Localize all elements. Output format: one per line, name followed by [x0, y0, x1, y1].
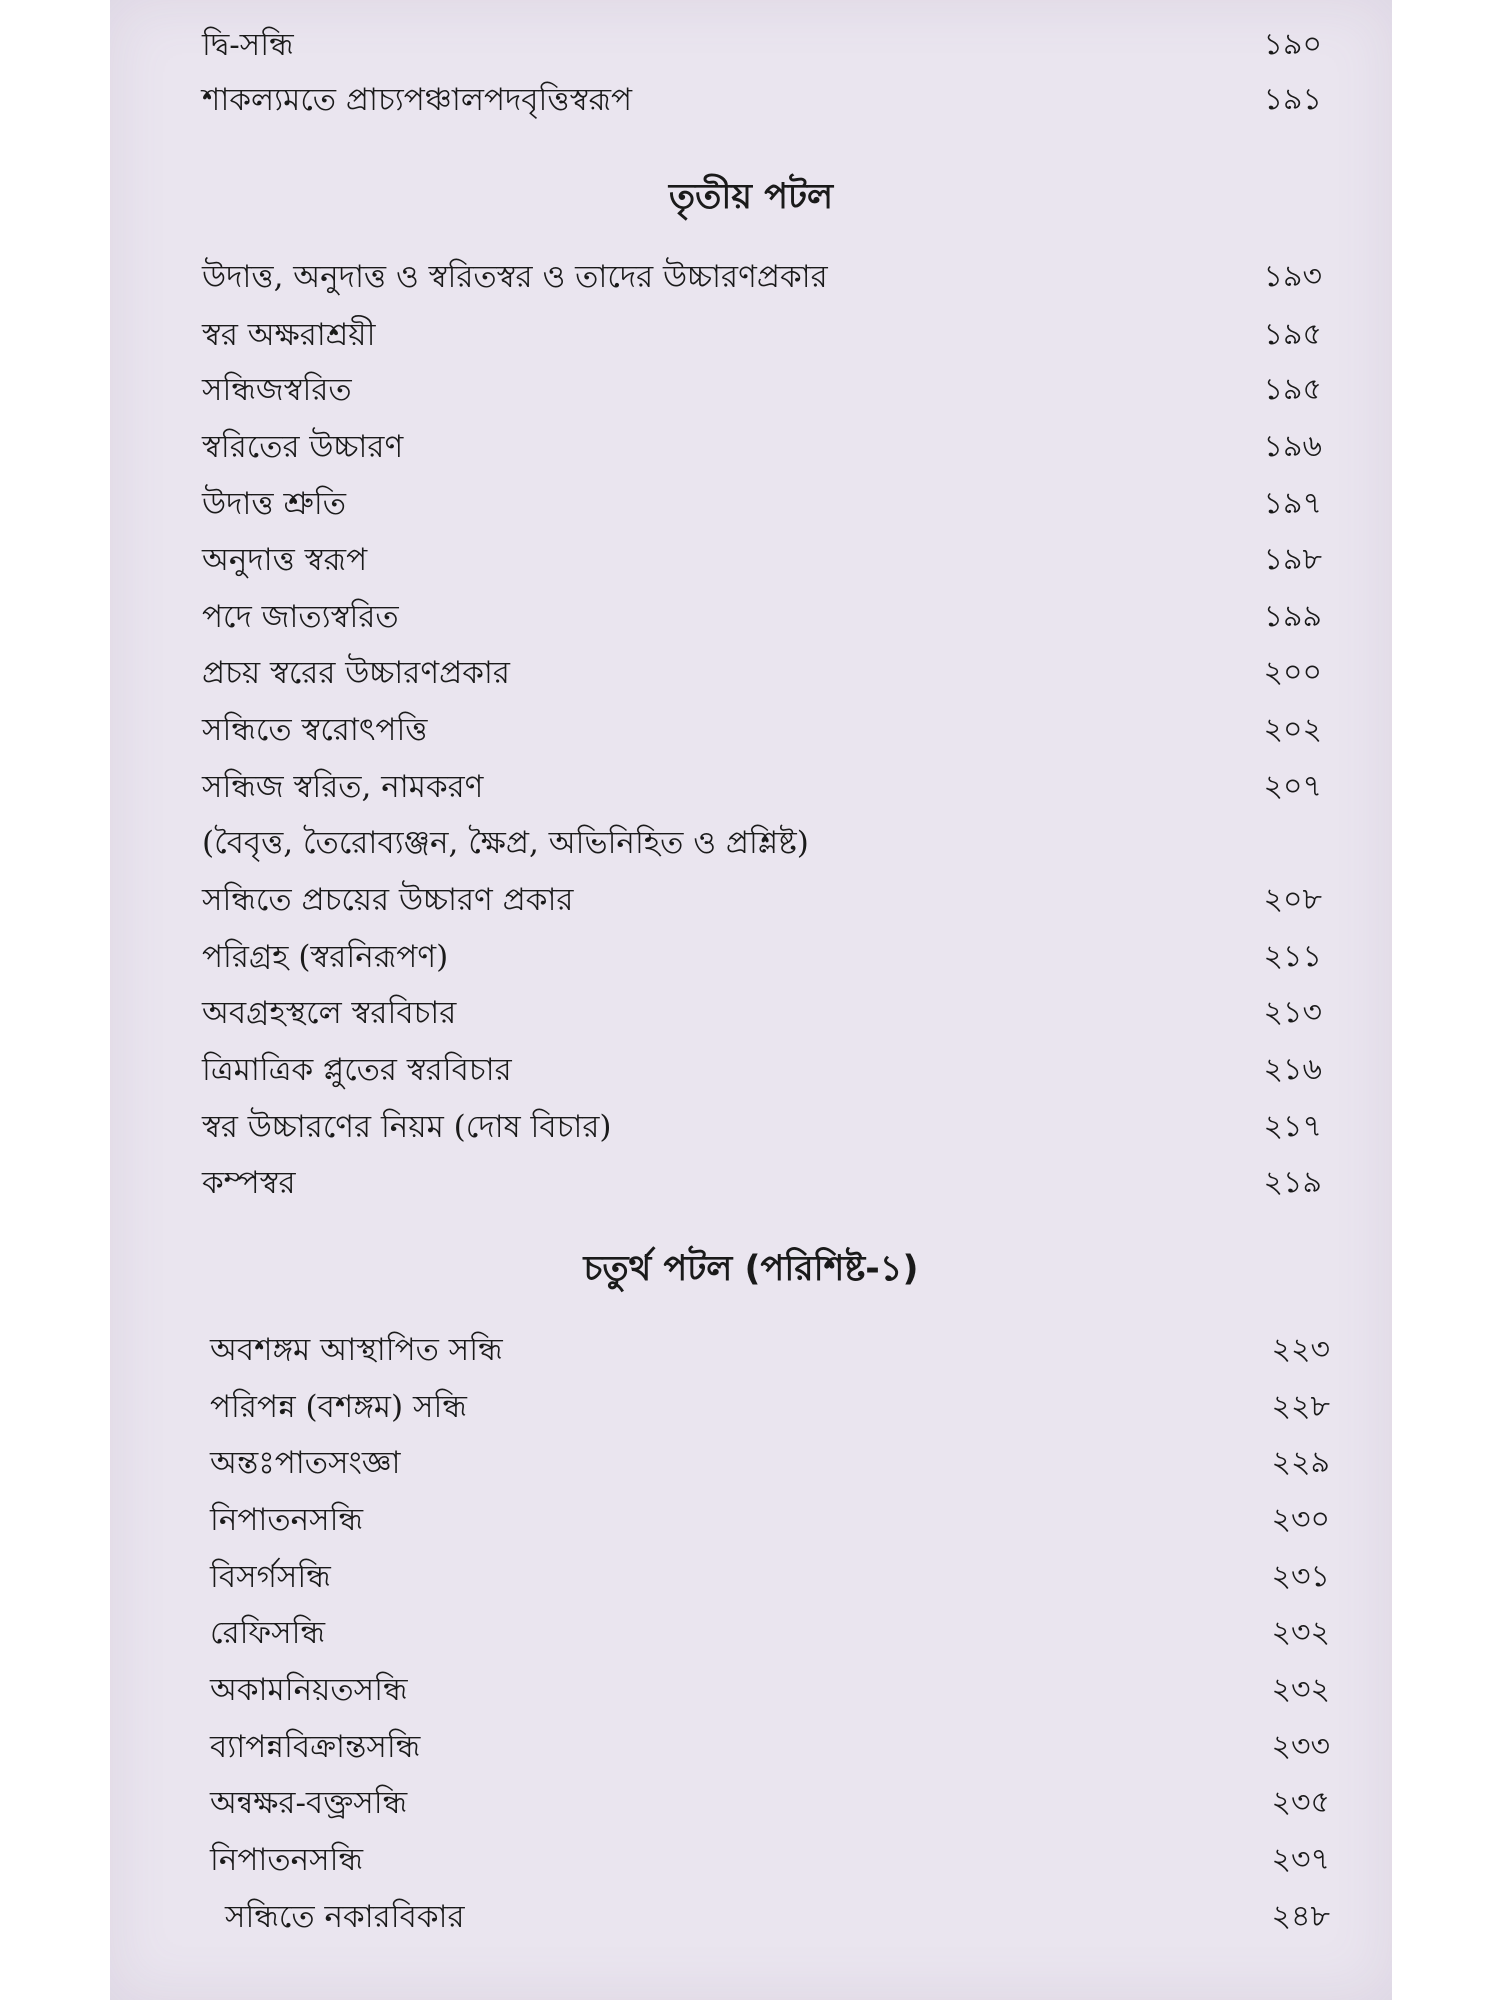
- toc-entry-text: অন্তঃপাতসংজ্ঞা: [210, 1445, 401, 1481]
- toc-entry-page: ২১১: [1263, 939, 1322, 974]
- toc-entry-text: নিপাতনসন্ধি: [210, 1502, 364, 1538]
- toc-entry-text: প্রচয় স্বরের উচ্চারণপ্রকার: [202, 655, 510, 691]
- toc-entry-text: অবশঙ্গম আস্থাপিত সন্ধি: [210, 1332, 503, 1368]
- paper-sheet: [110, 0, 1392, 2000]
- toc-entry-text: উদাত্ত শ্রুতি: [202, 486, 347, 522]
- toc-entry-text: (বৈবৃত্ত, তৈরোব্যঞ্জন, ক্ষৈপ্র, অভিনিহিত ও প্রশ্লিষ্ট): [202, 825, 809, 861]
- toc-entry-page: ২২৯: [1271, 1445, 1330, 1480]
- toc-entry-text: স্বর উচ্চারণের নিয়ম (দোষ বিচার): [202, 1109, 612, 1145]
- section-heading: চতুর্থ পটল (পরিশিষ্ট-১): [583, 1249, 919, 1289]
- toc-entry-page: ২০৮: [1263, 882, 1322, 917]
- toc-entry-text: ব্যাপন্নবিক্রান্তসন্ধি: [210, 1729, 421, 1765]
- toc-entry-page: ২১৬: [1263, 1052, 1322, 1087]
- toc-entry-text: উদাত্ত, অনুদাত্ত ও স্বরিতস্বর ও তাদের উচ্চারণপ্রকার: [202, 259, 828, 295]
- toc-entry-page: ২৩২: [1271, 1615, 1330, 1650]
- toc-entry-text: স্বরিতের উচ্চারণ: [202, 429, 404, 465]
- toc-entry-page: ১৯৬: [1263, 429, 1322, 464]
- toc-entry-text: সন্ধিজস্বরিত: [202, 372, 352, 408]
- toc-entry-page: ২২৩: [1271, 1332, 1330, 1367]
- toc-entry-page: ২১৭: [1263, 1109, 1322, 1144]
- toc-entry-page: ২৩২: [1271, 1672, 1330, 1707]
- toc-entry-text: পদে জাত্যস্বরিত: [202, 599, 399, 635]
- toc-entry-text: সন্ধিতে নকারবিকার: [225, 1899, 465, 1935]
- toc-entry-page: ১৯৯: [1263, 599, 1322, 634]
- toc-entry-text: রেফিসন্ধি: [210, 1615, 326, 1651]
- toc-entry-text: সন্ধিজ স্বরিত, নামকরণ: [202, 769, 484, 805]
- toc-entry-page: ১৯৩: [1263, 259, 1322, 294]
- toc-entry-text: ত্রিমাত্রিক প্লুতের স্বরবিচার: [202, 1052, 512, 1088]
- toc-entry-text: নিপাতনসন্ধি: [210, 1842, 364, 1878]
- toc-entry-text: অকামনিয়তসন্ধি: [210, 1672, 408, 1708]
- toc-entry-text: অন্বক্ষর-বক্ত্রসন্ধি: [210, 1785, 408, 1821]
- toc-entry-text: অনুদাত্ত স্বরূপ: [202, 542, 368, 578]
- toc-entry-page: ২৩৫: [1271, 1785, 1330, 1820]
- toc-entry-text: শাকল্যমতে প্রাচ্যপঞ্চালপদবৃত্তিস্বরূপ: [202, 82, 633, 118]
- toc-entry-page: ২৩৭: [1271, 1842, 1330, 1877]
- toc-entry-text: বিসর্গসন্ধি: [210, 1559, 331, 1595]
- toc-entry-page: ১৯৮: [1263, 542, 1322, 577]
- toc-entry-page: ২৩০: [1271, 1502, 1330, 1537]
- toc-entry-page: ২০২: [1263, 712, 1322, 747]
- toc-entry-page: ১৯০: [1263, 27, 1322, 62]
- toc-entry-text: সন্ধিতে স্বরোৎপত্তি: [202, 712, 428, 748]
- toc-entry-page: ২৩৩: [1271, 1729, 1330, 1764]
- toc-entry-text: পরিগ্রহ (স্বরনিরূপণ): [202, 939, 449, 975]
- toc-entry-page: ১৯৭: [1263, 486, 1322, 521]
- toc-entry-page: ২০০: [1263, 655, 1322, 690]
- toc-entry-page: ১৯৫: [1263, 317, 1322, 352]
- toc-entry-page: ২০৭: [1263, 769, 1322, 804]
- toc-entry-text: অবগ্রহস্থলে স্বরবিচার: [202, 995, 457, 1031]
- toc-entry-page: ২২৮: [1271, 1389, 1330, 1424]
- toc-entry-page: ২৩১: [1271, 1559, 1330, 1594]
- toc-entry-page: ২১৯: [1263, 1165, 1322, 1200]
- toc-entry-page: ১৯১: [1263, 82, 1322, 117]
- section-heading: তৃতীয় পটল: [668, 177, 834, 217]
- toc-entry-text: সন্ধিতে প্রচয়ের উচ্চারণ প্রকার: [202, 882, 574, 918]
- toc-entry-text: কম্পস্বর: [202, 1165, 296, 1201]
- toc-entry-page: ২৪৮: [1271, 1899, 1330, 1934]
- toc-entry-text: স্বর অক্ষরাশ্রয়ী: [202, 317, 376, 353]
- toc-entry-text: পরিপন্ন (বশঙ্গম) সন্ধি: [210, 1389, 467, 1425]
- toc-entry-page: ১৯৫: [1263, 372, 1322, 407]
- toc-entry-page: ২১৩: [1263, 995, 1322, 1030]
- toc-entry-text: দ্বি-সন্ধি: [202, 27, 294, 63]
